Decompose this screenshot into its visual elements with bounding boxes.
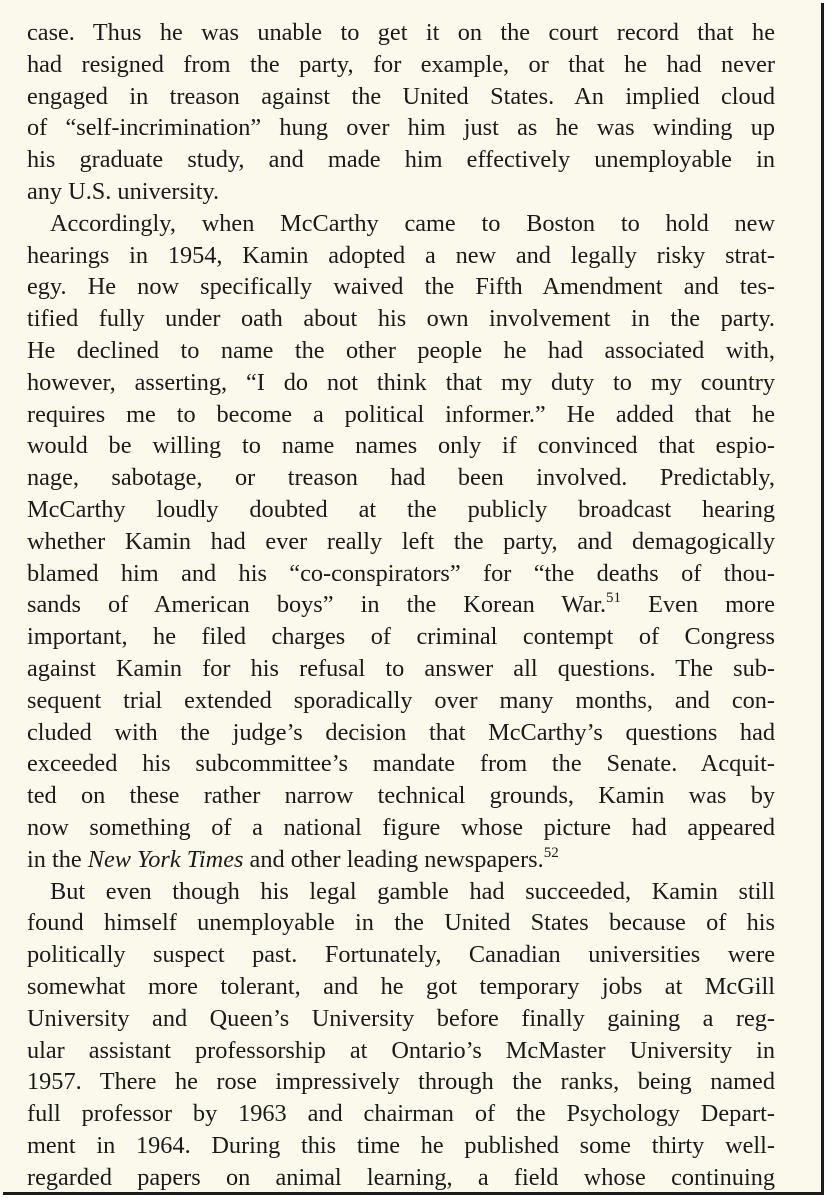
text-line: now something of a national figure whose picture had appeared: [27, 813, 775, 841]
text-line: full professor by 1963 and chairman of the Psychology Depart-: [27, 1100, 775, 1128]
body-text: [27, 17, 775, 1193]
text-line: But even though his legal gamble had succeeded, Kamin still: [50, 877, 775, 905]
text-line: however, asserting, “I do not think that my duty to my country: [27, 368, 775, 396]
paragraph-3: [27, 876, 775, 1194]
publication-title: New York Times: [87, 845, 244, 873]
text-line: He declined to name the other people he had associated with,: [27, 336, 775, 364]
footnote-marker-51: 51: [606, 590, 622, 607]
text-line: important, he filed charges of criminal contempt of Congress: [27, 623, 775, 651]
text-line: regarded papers on animal learning, a field whose continuing: [27, 1163, 775, 1191]
line-text: sands of American boys” in the Korean War.: [27, 591, 607, 619]
text-line: whether Kamin had ever really left the party, and demagogically: [27, 527, 775, 555]
text-line: ment in 1964. During this time he published some thirty well-: [27, 1131, 775, 1159]
text-line: engaged in treason against the United States. An implied cloud: [27, 82, 775, 110]
text-line: egy. He now specifically waived the Fifth Amendment and tes-: [27, 273, 775, 301]
text-line: had resigned from the party, for example, or that he had never: [27, 50, 775, 78]
line-text: Even more: [621, 591, 775, 619]
text-line: cluded with the judge’s decision that McCarthy’s questions had: [27, 718, 775, 746]
text-line: his graduate study, and made him effectively unemployable in: [27, 146, 775, 174]
text-line: hearings in 1954, Kamin adopted a new and legally risky strat-: [27, 241, 775, 269]
text-line: [27, 844, 775, 876]
footnote-marker-52: 52: [543, 844, 559, 861]
text-line: politically suspect past. Fortunately, Canadian universities were: [27, 941, 775, 969]
text-line: against Kamin for his refusal to answer all questions. The sub-: [27, 654, 775, 682]
text-line: nage, sabotage, or treason had been involved. Predictably,: [27, 464, 775, 492]
text-line: McCarthy loudly doubted at the publicly broadcast hearing: [27, 495, 775, 523]
text-line: would be willing to name names only if convinced that espio-: [27, 432, 775, 460]
text-line: blamed him and his “co-conspirators” for “the deaths of thou-: [27, 559, 775, 587]
text-line: [27, 589, 775, 621]
text-line: University and Queen’s University before finally gaining a reg-: [27, 1004, 775, 1032]
text-line: tified fully under oath about his own involvement in the party.: [27, 305, 775, 333]
line-text: in the: [27, 845, 88, 873]
text-line: sequent trial extended sporadically over many months, and con-: [27, 686, 775, 714]
paragraph-1: [27, 17, 775, 208]
text-line: somewhat more tolerant, and he got temporary jobs at McGill: [27, 972, 775, 1000]
text-line: ular assistant professorship at Ontario’s McMaster University in: [27, 1036, 775, 1064]
text-line: 1957. There he rose impressively through the ranks, being named: [27, 1068, 775, 1096]
text-line: any U.S. university.: [27, 177, 220, 205]
text-line: ted on these rather narrow technical grounds, Kamin was by: [27, 782, 775, 810]
text-line: exceeded his subcommittee’s mandate from the Senate. Acquit-: [27, 750, 775, 778]
text-line: found himself unemployable in the United States because of his: [27, 909, 775, 937]
text-line: requires me to become a political informer.” He added that he: [27, 400, 775, 428]
paragraph-2: [27, 208, 775, 876]
text-line: Accordingly, when McCarthy came to Boston to hold new: [50, 209, 775, 237]
line-text: and other leading newspapers.: [243, 845, 544, 873]
text-line: of “self-incrimination” hung over him just as he was winding up: [27, 114, 775, 142]
text-line: case. Thus he was unable to get it on the court record that he: [27, 19, 775, 46]
